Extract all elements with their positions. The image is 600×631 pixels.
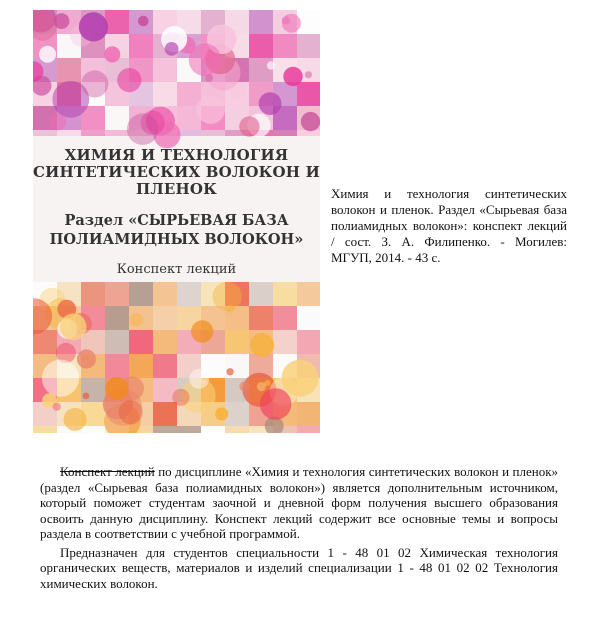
- pattern-tile: [177, 426, 201, 433]
- pattern-dot: [239, 116, 259, 136]
- cover-top-pattern: [33, 10, 320, 148]
- pattern-tile: [273, 306, 297, 330]
- pattern-tile: [225, 426, 249, 433]
- pattern-tile: [153, 82, 177, 106]
- pattern-tile: [177, 282, 201, 306]
- pattern-dot: [83, 393, 90, 400]
- pattern-dot: [191, 320, 213, 342]
- pattern-tile: [249, 282, 273, 306]
- pattern-dot: [60, 314, 87, 341]
- pattern-tile: [225, 402, 249, 426]
- pattern-dot: [213, 282, 242, 311]
- pattern-tile: [273, 130, 297, 136]
- pattern-dot: [257, 382, 266, 391]
- pattern-dot: [215, 408, 228, 421]
- pattern-tile: [153, 354, 177, 378]
- pattern-dot: [189, 369, 209, 389]
- pattern-dot: [77, 349, 96, 368]
- pattern-dot: [226, 368, 233, 375]
- pattern-tile: [57, 58, 81, 82]
- pattern-dot: [259, 92, 282, 115]
- pattern-tile: [105, 130, 129, 136]
- pattern-dot: [196, 95, 225, 124]
- pattern-tile: [297, 34, 320, 58]
- pattern-dot: [301, 112, 320, 131]
- pattern-dot: [42, 360, 79, 397]
- pattern-tile: [33, 130, 57, 136]
- bibliographic-description: Химия и технология синтетических волокон и пленок. Раздел «Сырьевая база полиамидных волокон»: конспект лекций / сост. З. А. Филипенко. - Могилев: МГУП, 2014. - 43 с.: [331, 186, 567, 265]
- pattern-tile: [249, 306, 273, 330]
- pattern-dot: [250, 333, 274, 357]
- pattern-tile: [249, 58, 273, 82]
- pattern-tile: [129, 34, 153, 58]
- pattern-tile: [129, 282, 153, 306]
- pattern-tile: [297, 330, 320, 354]
- pattern-dot: [39, 46, 56, 63]
- pattern-tile: [105, 106, 129, 130]
- pattern-tile: [249, 10, 273, 34]
- pattern-dot: [119, 400, 143, 424]
- pattern-dot: [282, 14, 301, 33]
- pattern-dot: [282, 360, 319, 397]
- pattern-tile: [81, 130, 105, 136]
- pattern-dot: [54, 13, 70, 29]
- pattern-tile: [105, 10, 129, 34]
- pattern-tile: [297, 426, 320, 433]
- pattern-tile: [33, 426, 57, 433]
- cover-title: ХИМИЯ И ТЕХНОЛОГИЯ СИНТЕТИЧЕСКИХ ВОЛОКОН И ПЛЕНОК: [33, 146, 320, 198]
- pattern-tile: [249, 34, 273, 58]
- pattern-dot: [172, 389, 189, 406]
- pattern-dot: [130, 313, 144, 327]
- pattern-tile: [105, 330, 129, 354]
- pattern-tile: [153, 58, 177, 82]
- pattern-dot: [81, 70, 108, 97]
- pattern-tile: [273, 34, 297, 58]
- pattern-dot: [260, 388, 292, 420]
- pattern-tile: [297, 82, 320, 106]
- cover-document-type: Конспект лекций: [116, 262, 237, 277]
- pattern-dot: [283, 67, 302, 86]
- pattern-tile: [153, 330, 177, 354]
- pattern-dot: [104, 46, 120, 62]
- pattern-dot: [127, 113, 159, 145]
- pattern-dot: [79, 12, 108, 41]
- annotation-paragraph-2: Предназначен для студентов специальности 1 - 48 01 02 Химическая технология органических веществ, материалов и изделий специализации 1 - 48 01 02 02 Технология химических волокон.: [40, 544, 558, 591]
- pattern-dot: [53, 403, 61, 411]
- annotation-paragraph-1-text: по дисциплине «Химия и технология синтетических волокон и пленок» (раздел «Сырьевая база полиамидных волокон») является дополнительным источником, который поможет студентам заочной и дневной форм получения высшего образования освоить данную дисциплину. Конспект лекций содержит все основные темы и вопросы раздела в соответствии с учебной программой.: [40, 464, 559, 541]
- pattern-tile: [129, 330, 153, 354]
- pattern-tile: [273, 330, 297, 354]
- pattern-dot: [305, 71, 312, 78]
- pattern-tile: [201, 130, 225, 136]
- annotation: [40, 464, 558, 591]
- pattern-tile: [105, 354, 129, 378]
- pattern-tile: [153, 426, 177, 433]
- pattern-dot: [117, 68, 141, 92]
- pattern-tile: [153, 282, 177, 306]
- cover-bottom-pattern: [33, 282, 320, 433]
- pattern-dot: [105, 377, 128, 400]
- pattern-tile: [273, 282, 297, 306]
- pattern-dot: [64, 408, 87, 431]
- pattern-tile: [297, 402, 320, 426]
- pattern-tile: [177, 130, 201, 136]
- pattern-tile: [297, 282, 320, 306]
- pattern-dot: [206, 74, 214, 82]
- pattern-tile: [81, 426, 105, 433]
- pattern-dot: [239, 381, 249, 391]
- pattern-tile: [177, 82, 201, 106]
- pattern-dot: [267, 61, 275, 69]
- pattern-tile: [129, 354, 153, 378]
- pattern-dot: [49, 113, 66, 130]
- pattern-tile: [153, 402, 177, 426]
- pattern-tile: [57, 130, 81, 136]
- pattern-tile: [201, 426, 225, 433]
- pattern-tile: [81, 282, 105, 306]
- pattern-tile: [153, 306, 177, 330]
- pattern-dot: [138, 16, 149, 27]
- cover-section-title: Раздел «СЫРЬЕВАЯ БАЗА ПОЛИАМИДНЫХ ВОЛОКОН»: [49, 212, 304, 248]
- pattern-tile: [225, 330, 249, 354]
- book-cover: [33, 10, 320, 433]
- struck-text: Конспект лекций: [60, 464, 155, 479]
- pattern-tile: [105, 306, 129, 330]
- pattern-tile: [297, 306, 320, 330]
- pattern-tile: [105, 282, 129, 306]
- pattern-dot: [165, 42, 179, 56]
- annotation-paragraph-1: [40, 464, 558, 542]
